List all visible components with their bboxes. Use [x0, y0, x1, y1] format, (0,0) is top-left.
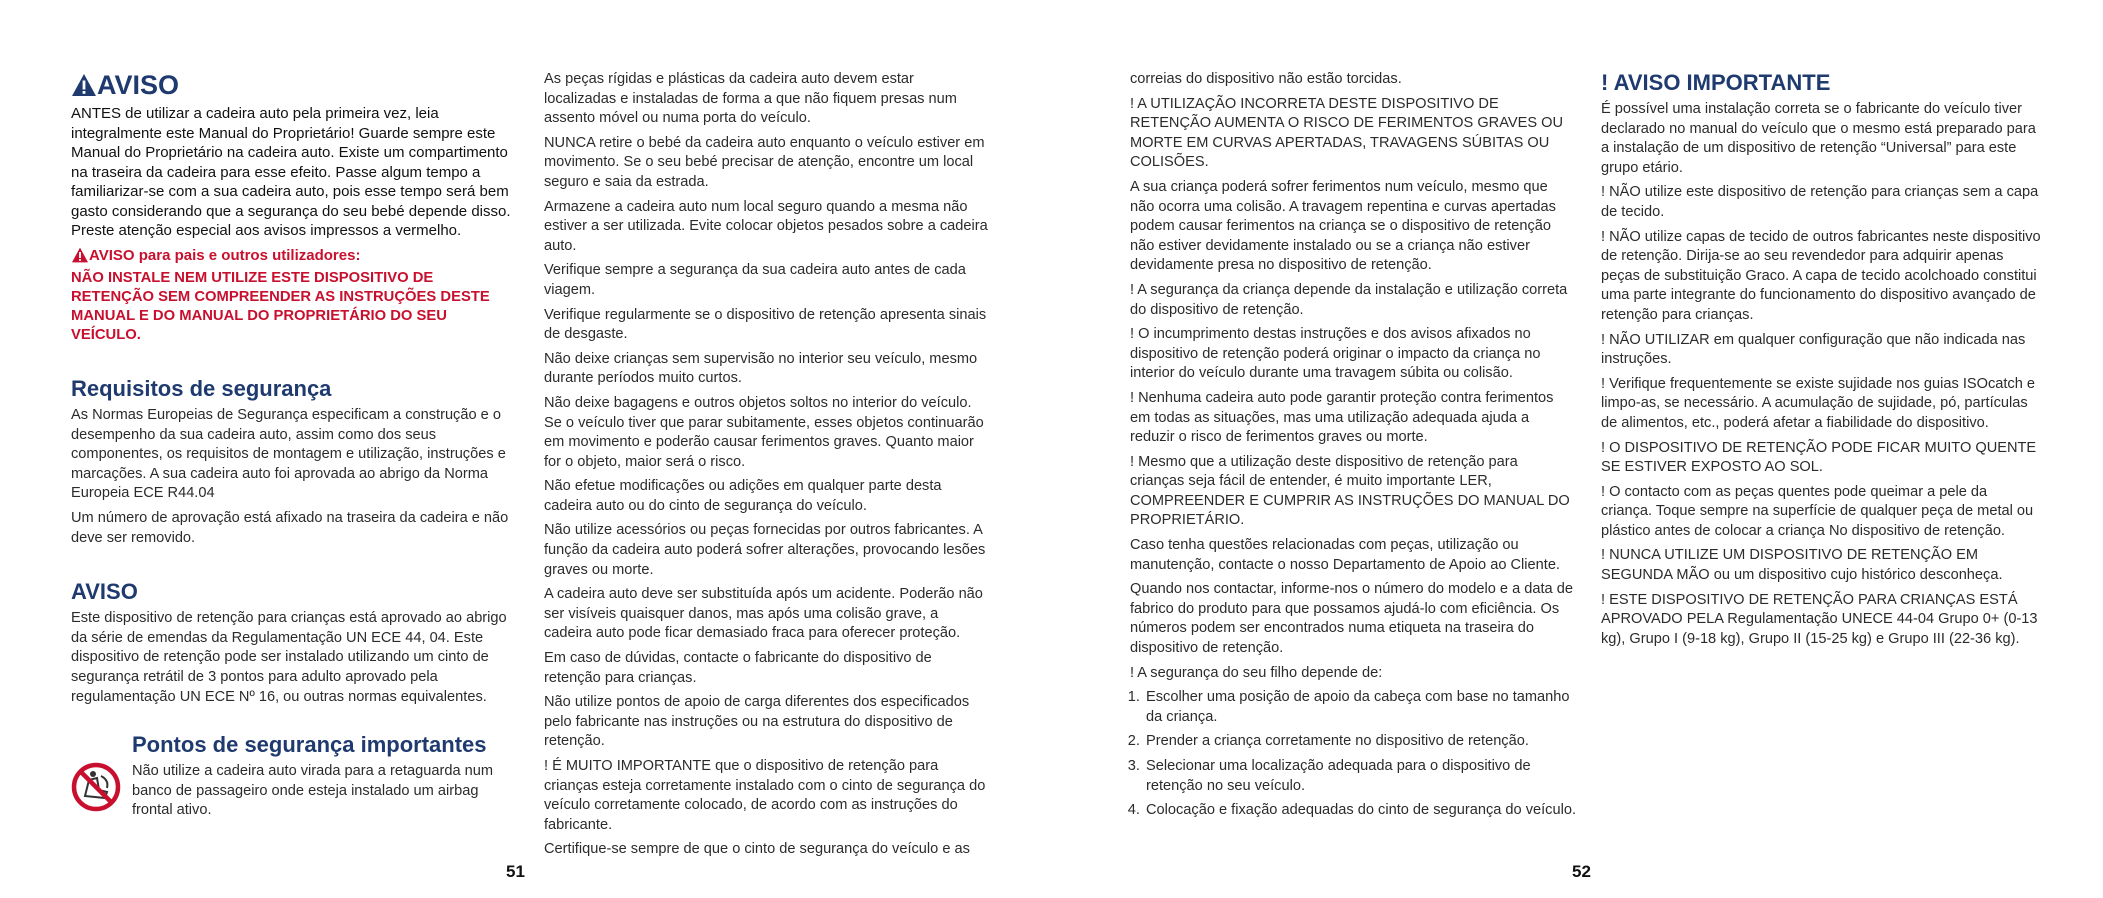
col3-paragraph: ! A segurança da criança depende da instalação e utilização correta do dispositivo de retenção. [1130, 281, 1568, 318]
requirements-heading: Requisitos de segurança [71, 376, 332, 402]
aviso-heading [71, 70, 515, 100]
col4-paragraph: ! O contacto com as peças quentes pode queimar a pele da criança. Toque sempre na superfície de qualquer peça de metal ou plástico antes de colocar a criança No dispositivo de retenção. [1601, 483, 2034, 539]
col4-paragraph: ! NUNCA UTILIZE UM DISPOSITIVO DE RETENÇÃO EM SEGUNDA MÃO ou um dispositivo cujo histórico desconheça. [1601, 547, 2003, 584]
col2-paragraph: Não utilize pontos de apoio de carga diferentes dos especificados pelo fabricante nas instruções ou na estrutura do dispositivo de retenção. [544, 694, 970, 750]
list-item: 4. Colocação e fixação adequadas do cinto de segurança do veículo. [1144, 801, 1576, 821]
col2-paragraph: As peças rígidas e plásticas da cadeira auto devem estar localizadas e instaladas de forma a que não fiquem presas num assento móvel ou numa porta do veículo. [544, 71, 957, 127]
col4-paragraph: É possível uma instalação correta se o fabricante do veículo tiver declarado no manual do veículo que o mesmo está preparado para a instalação de um dispositivo de retenção “Universal” para este grupo etário. [1601, 101, 2036, 176]
col3-paragraph: ! Nenhuma cadeira auto pode garantir proteção contra ferimentos em todas as situações, mas uma utilização adequada ajuda a reduzir o risco de ferimentos graves ou morte. [1130, 389, 1554, 446]
parents-warning [71, 246, 515, 266]
col4-paragraph: ! Verifique frequentemente se existe sujidade nos guias ISOcatch e limpo-as, se necessário. A acumulação de sujidade, pó, partículas de alimentos, etc., poderá afetar a fiabilidade do dispositivo. [1601, 375, 2036, 431]
col2-paragraph: Verifique regularmente se o dispositivo de retenção apresenta sinais de desgaste. [544, 306, 987, 343]
parents-warning-label: AVISO para pais e outros utilizadores: [89, 246, 361, 264]
col3-paragraph: ! Mesmo que a utilização deste dispositivo de retenção para crianças seja fácil de entender, é muito importante LER, COMPREENDER E CUMPRIR AS INSTRUÇÕES DO MANUAL DO PROPRIETÁRIO. [1130, 453, 1570, 529]
col3-paragraph: ! O incumprimento destas instruções e dos avisos afixados no dispositivo de retenção poderá originar o impacto da criança no interior do veículo durante uma travagem súbita ou colisão. [1130, 326, 1541, 382]
list-item: 1. Escolher uma posição de apoio da cabeça com base no tamanho da criança. [1144, 688, 1576, 727]
requirements-paragraph-2: Um número de aprovação está afixado na traseira da cadeira e não deve ser removido. [71, 510, 509, 546]
column-2 [544, 70, 990, 865]
col2-paragraph: Certifique-se sempre de que o cinto de segurança do veículo e as [544, 841, 970, 858]
page-number-right: 52 [1572, 862, 1591, 881]
requirements-paragraph-1: As Normas Europeias de Segurança especificam a construção e o desempenho da sua cadeira auto, assim como dos seus componentes, os requisitos de montagem e utilização, instruções e marcações. A sua cadeira auto foi aprovada ao abrigo da Norma Europeia ECE R44.04 [71, 407, 506, 502]
column-3 [1130, 70, 1576, 826]
aviso-2-heading: AVISO [71, 579, 138, 605]
safety-points-section [71, 732, 515, 821]
col2-paragraph: Verifique sempre a segurança da sua cadeira auto antes de cada viagem. [544, 262, 966, 298]
col3-paragraph: Caso tenha questões relacionadas com peças, utilização ou manutenção, contacte o nosso Departamento de Apoio ao Cliente. [1130, 537, 1560, 573]
col2-paragraph: Não utilize acessórios ou peças fornecidas por outros fabricantes. A função da cadeira auto poderá sofrer alterações, provocando lesões graves ou morte. [544, 522, 986, 578]
col3-paragraph: ! A UTILIZAÇÃO INCORRETA DESTE DISPOSITIVO DE RETENÇÃO AUMENTA O RISCO DE FERIMENTOS GRAVES OU MORTE EM CURVAS APERTADAS, TRAVAGENS SÚBITAS OU COLISÕES. [1130, 95, 1564, 171]
important-warning-heading: ! AVISO IMPORTANTE [1601, 70, 1831, 95]
col4-paragraph: ! O DISPOSITIVO DE RETENÇÃO PODE FICAR MUITO QUENTE SE ESTIVER EXPOSTO AO SOL. [1601, 439, 2037, 476]
col3-paragraph: correias do dispositivo não estão torcidas. [1130, 71, 1402, 87]
col4-paragraph: ! NÃO utilize capas de tecido de outros fabricantes neste dispositivo de retenção. Dirija-se ao seu revendedor para adquirir apenas peças de substituição Graco. A capa de tecido acolchoado constitui uma parte integrante do funcionamento do dispositivo avançado de retenção para crianças. [1601, 228, 2041, 323]
parents-warning-block: NÃO INSTALE NEM UTILIZE ESTE DISPOSITIVO DE RETENÇÃO SEM COMPREENDER AS INSTRUÇÕES DESTE MANUAL E DO MANUAL DO PROPRIETÁRIO DO SEU VEÍCULO. [71, 270, 490, 344]
col4-paragraph: ! NÃO utilize este dispositivo de retenção para crianças sem a capa de tecido. [1601, 184, 2039, 220]
col2-paragraph: Não deixe crianças sem supervisão no interior seu veículo, mesmo durante períodos muito curtos. [544, 350, 978, 387]
col2-paragraph: Não deixe bagagens e outros objetos soltos no interior do veículo. Se o veículo tiver que parar subitamente, esses objetos continuarão em movimento e poderão causar ferimentos graves. Quanto maior for o objeto, maior será o risco. [544, 394, 984, 470]
column-4 [1601, 66, 2041, 654]
column-1 [71, 66, 515, 826]
intro-paragraph: ANTES de utilizar a cadeira auto pela primeira vez, leia integralmente este Manual do Proprietário! Guarde sempre este Manual do Proprietário na cadeira auto. Existe um compartimento na traseira da cadeira para esse efeito. Passe algum tempo a familiarizar-se com a sua cadeira auto, pois esse tempo será bem gasto considerando que a segurança do seu bebé depende disso. Preste atenção especial aos avisos impressos a vermelho. [71, 105, 511, 239]
warning-triangle-icon [71, 73, 97, 97]
warning-triangle-icon [71, 247, 89, 263]
col2-paragraph: Não efetue modificações ou adições em qualquer parte desta cadeira auto ou do cinto de segurança do veículo. [544, 478, 942, 514]
no-rear-facing-airbag-icon [71, 762, 121, 812]
col2-paragraph: Em caso de dúvidas, contacte o fabricante do dispositivo de retenção para crianças. [544, 650, 932, 686]
col2-paragraph: Armazene a cadeira auto num local seguro quando a mesma não estiver a ser utilizada. Evite colocar objetos pesados sobre a cadeira auto. [544, 198, 988, 254]
aviso-2-paragraph: Este dispositivo de retenção para crianças está aprovado ao abrigo da série de emendas da Regulamentação UN ECE 44, 04. Este dispositivo de retenção pode ser instalado utilizando um cinto de segurança retrátil de 3 pontos para adulto aprovado pela regulamentação UN ECE Nº 16, ou outras normas equivalentes. [71, 610, 507, 705]
col3-paragraph: ! A segurança do seu filho depende de: [1130, 664, 1383, 681]
col2-paragraph: ! É MUITO IMPORTANTE que o dispositivo de retenção para crianças esteja corretamente instalado com o cinto de segurança do veículo corretamente colocado, de acordo com as instruções do fabricante. [544, 758, 986, 833]
page-number-left: 51 [506, 862, 525, 881]
list-item: 2. Prender a criança corretamente no dispositivo de retenção. [1144, 732, 1576, 752]
safety-points-heading: Pontos de segurança importantes [132, 732, 487, 758]
safety-depends-list [1130, 688, 1576, 821]
aviso-title: AVISO [97, 70, 180, 100]
list-item: 3. Selecionar uma localização adequada para o dispositivo de retenção no seu veículo. [1144, 757, 1576, 796]
col3-paragraph: Quando nos contactar, informe-nos o número do modelo e a data de fabrico do produto para que possamos ajudá-lo com eficiência. Os números podem ser encontrados numa etiqueta na traseira do dispositivo de retenção. [1130, 581, 1573, 657]
col4-paragraph: ! NÃO UTILIZAR em qualquer configuração que não indicada nas instruções. [1601, 331, 2026, 368]
col2-paragraph: NUNCA retire o bebé da cadeira auto enquanto o veículo estiver em movimento. Se o seu bebé precisar de atenção, encontre um local seguro e saia da estrada. [544, 134, 985, 190]
col2-paragraph: A cadeira auto deve ser substituída após um acidente. Poderão não ser visíveis quaisquer danos, mas após uma colisão grave, a cadeira auto pode ficar demasiado fraca para oferecer proteção. [544, 586, 983, 642]
col4-paragraph: ! ESTE DISPOSITIVO DE RETENÇÃO PARA CRIANÇAS ESTÁ APROVADO PELA Regulamentação UNECE 44-04 Grupo 0+ (0-13 kg), Grupo I (9-18 kg), Grupo II (15-25 kg) e Grupo III (22-36 kg). [1601, 591, 2038, 647]
safety-points-text: Não utilize a cadeira auto virada para a retaguarda num banco de passageiro onde esteja instalado um airbag frontal ativo. [132, 763, 494, 819]
col3-paragraph: A sua criança poderá sofrer ferimentos num veículo, mesmo que não ocorra uma colisão. A travagem repentina e curvas apertadas podem causar ferimentos na criança se o dispositivo de retenção não estiver devidamente instalado ou se a criança não estiver devidamente presa no dispositivo de retenção. [1130, 178, 1556, 274]
